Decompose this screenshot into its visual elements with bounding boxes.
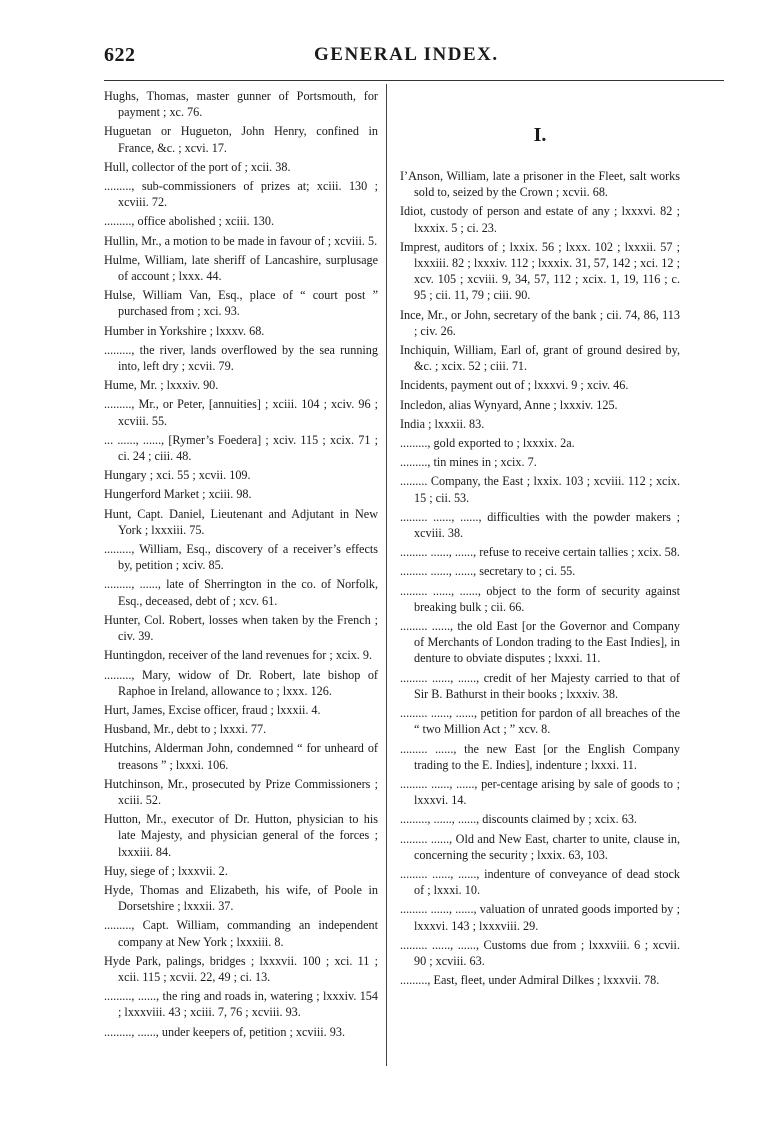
index-entry: Hungary ; xci. 55 ; xcvii. 109. bbox=[104, 468, 251, 483]
index-entry: India ; lxxxii. 83. bbox=[400, 416, 485, 431]
index-entry: ... ......, ......, [Rymer’s Foedera] ; xciv. 115 ; xcix. 71 ; ci. 24 ; ciii. 48. bbox=[104, 432, 378, 464]
index-entry: Humber in Yorkshire ; lxxxv. 68. bbox=[104, 323, 265, 338]
index-entry: ......... ......, ......, valuation of unrated goods imported by ; lxxxvi. 143 ; lxxxviii. 29. bbox=[400, 902, 680, 933]
index-entry: Hulme, William, late sheriff of Lancashire, surplusage of account ; lxxx. 44. bbox=[104, 252, 378, 284]
index-entry: ......... ......, ......, per-centage arising by sale of goods to ; lxxxvi. 14. bbox=[400, 776, 680, 808]
index-entry: ........., William, Esq., discovery of a receiver’s effects by, petition ; xciv. 85. bbox=[104, 542, 378, 573]
index-entry: Incledon, alias Wynyard, Anne ; lxxxiv. 125. bbox=[400, 397, 618, 412]
index-entry: ......... ......, ......, Customs due from ; lxxxviii. 6 ; xcvii. 90 ; xcviii. 63. bbox=[400, 937, 680, 968]
index-entry: ......... ......, ......, indenture of conveyance of dead stock of ; lxxxi. 10. bbox=[400, 866, 680, 898]
index-entry: Hulse, William Van, Esq., place of “ court post ” purchased from ; xci. 93. bbox=[104, 288, 378, 319]
index-entry: Hull, collector of the port of ; xcii. 38. bbox=[104, 159, 291, 174]
index-entry: ........., Capt. William, commanding an independent company at New York ; lxxxiii. 8. bbox=[104, 918, 378, 949]
index-entry: Hullin, Mr., a motion to be made in favour of ; xcviii. 5. bbox=[104, 233, 378, 248]
index-entry: Husband, Mr., debt to ; lxxxi. 77. bbox=[104, 722, 267, 737]
index-entry: Hutchinson, Mr., prosecuted by Prize Commissioners ; xciii. 52. bbox=[104, 776, 378, 807]
index-entry: ........., Mary, widow of Dr. Robert, late bishop of Raphoe in Ireland, allowance to ; lxxx. 126. bbox=[104, 667, 378, 698]
index-entry: ........., ......, the ring and roads in, watering ; lxxxiv. 154 ; lxxxviii. 43 ; xciii. 7, 76 ; xcviii. 93. bbox=[104, 989, 378, 1020]
index-entry: ......... ......, ......, difficulties with the powder makers ; xcviii. 38. bbox=[400, 509, 680, 541]
index-entry: Huy, siege of ; lxxxvii. 2. bbox=[104, 863, 228, 878]
right-column bbox=[400, 168, 680, 991]
index-entry: Hyde, Thomas and Elizabeth, his wife, of Poole in Dorsetshire ; lxxxii. 37. bbox=[104, 882, 378, 914]
index-entry: Huntingdon, receiver of the land revenues for ; xcix. 9. bbox=[104, 648, 373, 663]
index-entry: Hyde Park, palings, bridges ; lxxxvii. 100 ; xci. 11 ; xcii. 115 ; xcvii. 22, 49 ; ci. 13. bbox=[104, 953, 378, 984]
section-letter: I. bbox=[533, 124, 547, 146]
index-entry: Inchiquin, William, Earl of, grant of ground desired by, &c. ; xcix. 52 ; ciii. 71. bbox=[400, 343, 680, 374]
index-entry: ........., ......, ......, discounts claimed by ; xcix. 63. bbox=[400, 812, 637, 827]
index-entry: ......... ......, ......, credit of her Majesty carried to that of Sir B. Bathurst in their books ; lxxxiv. 38. bbox=[400, 670, 680, 701]
index-entry: ......... ......, ......, petition for pardon of all breaches of the “ two Million Act ; ” xcv. 8. bbox=[400, 706, 680, 737]
index-entry: ......... ......, the old East [or the Governor and Company of Merchants of London trading to the East Indies], in denture to obviate disputes ; lxxxi. 11. bbox=[400, 619, 680, 666]
index-entry: ........., ......, late of Sherrington in the co. of Norfolk, Esq., deceased, debt of ; xcv. 61. bbox=[104, 577, 378, 608]
page-header bbox=[104, 44, 728, 74]
index-entry: Incidents, payment out of ; lxxxvi. 9 ; xciv. 46. bbox=[400, 378, 629, 393]
index-entry: ........., gold exported to ; lxxxix. 2a. bbox=[400, 436, 575, 451]
running-head-title: GENERAL INDEX. bbox=[314, 44, 499, 65]
index-entry: ........., sub-commissioners of prizes at; xciii. 130 ; xcviii. 72. bbox=[104, 179, 378, 210]
index-entry: ......... Company, the East ; lxxix. 103 ; xcviii. 112 ; xcix. 15 ; cii. 53. bbox=[400, 474, 680, 505]
header-rule bbox=[104, 80, 724, 81]
index-entry: Hume, Mr. ; lxxxiv. 90. bbox=[104, 378, 219, 393]
index-entry: Idiot, custody of person and estate of any ; lxxxvi. 82 ; lxxxix. 5 ; ci. 23. bbox=[400, 204, 680, 235]
index-entry: Huguetan or Hugueton, John Henry, confined in France, &c. ; xcvi. 17. bbox=[104, 124, 378, 155]
index-entry: ......... ......, the new East [or the English Company trading to the E. Indies], indenture ; lxxxi. 11. bbox=[400, 741, 680, 772]
index-entry: Hutchins, Alderman John, condemned “ for unheard of treasons ” ; lxxxi. 106. bbox=[104, 741, 378, 772]
index-entry: ........., Mr., or Peter, [annuities] ; xciii. 104 ; xciv. 96 ; xcviii. 55. bbox=[104, 397, 378, 428]
column-divider bbox=[386, 84, 387, 1066]
index-entry: Imprest, auditors of ; lxxix. 56 ; lxxx. 102 ; lxxxii. 57 ; lxxxiii. 82 ; lxxxiv. 112 ; lxxxix. 31, 57, 142 ; xci. 12 ; xcv. 105 ; xcviii. 9, 34, 57, 112 ; xcix. 1, 19, 116 ; c. 95 ; cii. 11, 79 ; ciii. 90. bbox=[400, 239, 680, 303]
index-entry: Hurt, James, Excise officer, fraud ; lxxxii. 4. bbox=[104, 702, 321, 717]
left-column bbox=[104, 88, 378, 1043]
index-entry: ......... ......, Old and New East, charter to unite, clause in, concerning the security ; lxxix. 63, 103. bbox=[400, 831, 680, 862]
index-entry: ......... ......, ......, refuse to receive certain tallies ; xcix. 58. bbox=[400, 545, 680, 560]
index-entry: ........., the river, lands overflowed by the sea running into, left dry ; xcvii. 79. bbox=[104, 342, 378, 374]
index-entry: ........., East, fleet, under Admiral Dilkes ; lxxxvii. 78. bbox=[400, 973, 660, 988]
page-number: 622 bbox=[104, 44, 136, 66]
index-entry: ......... ......, ......, secretary to ; ci. 55. bbox=[400, 564, 576, 579]
index-entry: ......... ......, ......, object to the form of security against breaking bulk ; cii. 66. bbox=[400, 583, 680, 614]
index-entry: Hunter, Col. Robert, losses when taken by the French ; civ. 39. bbox=[104, 612, 378, 644]
index-entry: I’Anson, William, late a prisoner in the Fleet, salt works sold to, seized by the Crown ; xcvii. 68. bbox=[400, 169, 680, 200]
index-entry: ........., office abolished ; xciii. 130. bbox=[104, 214, 275, 229]
index-entry: Hutton, Mr., executor of Dr. Hutton, physician to his late Majesty, and physician general of the forces ; lxxxiii. 84. bbox=[104, 812, 378, 859]
index-entry: Hungerford Market ; xciii. 98. bbox=[104, 487, 252, 502]
index-entry: Ince, Mr., or John, secretary of the bank ; cii. 74, 86, 113 ; civ. 26. bbox=[400, 307, 680, 338]
index-entry: Hughs, Thomas, master gunner of Portsmouth, for payment ; xc. 76. bbox=[104, 89, 378, 120]
index-entry: Hunt, Capt. Daniel, Lieutenant and Adjutant in New York ; lxxxiii. 75. bbox=[104, 506, 378, 537]
index-entry: ........., ......, under keepers of, petition ; xcviii. 93. bbox=[104, 1024, 345, 1039]
index-entry: ........., tin mines in ; xcix. 7. bbox=[400, 455, 537, 470]
